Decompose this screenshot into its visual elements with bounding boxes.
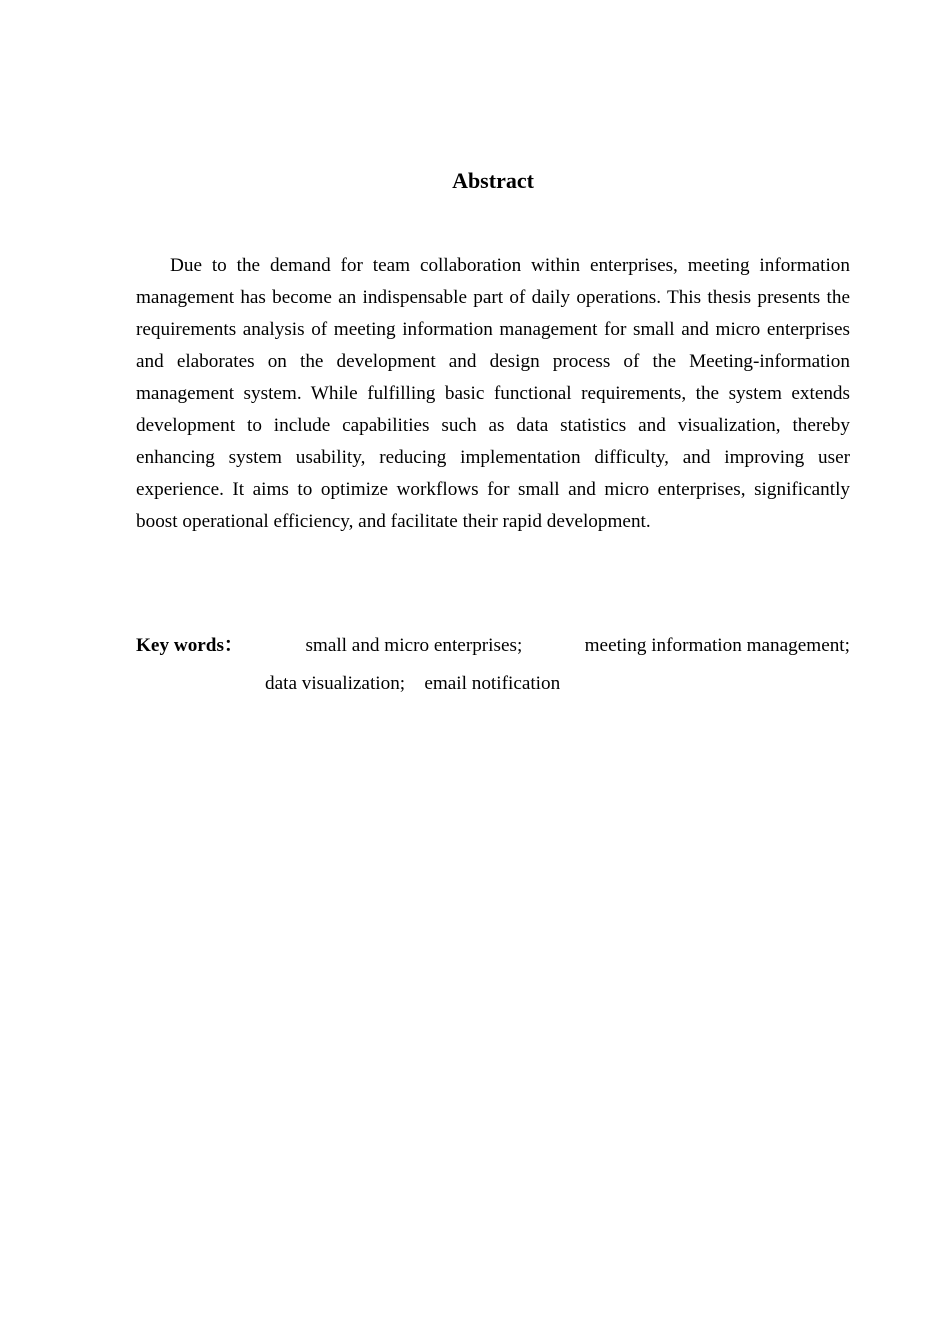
keyword-item: meeting information management;: [584, 635, 850, 656]
abstract-title: Abstract: [452, 168, 534, 193]
keywords-line-2: [265, 669, 850, 699]
keyword-item: data visualization;: [265, 673, 406, 694]
abstract-body: Due to the demand for team collaboration within enterprises, meeting information management has become an indispensable part of daily operations. This thesis presents the requirements analysis of meeting information management for small and micro enterprises and elaborates on the development and design process of the Meeting-information management system. While fulfilling basic functional requirements, the system extends development to include capabilities such as data statistics and visualization, thereby enhancing system usability, reducing implementation difficulty, and improving user experience. It aims to optimize workflows for small and micro enterprises, significantly boost operational efficiency, and facilitate their rapid development.: [136, 255, 850, 532]
keywords-block: [136, 631, 850, 699]
keywords-line-1: [136, 631, 850, 661]
keyword-item: small and micro enterprises;: [305, 635, 523, 656]
keyword-item: email notification: [424, 673, 561, 694]
keywords-label: Key words：: [136, 635, 244, 656]
